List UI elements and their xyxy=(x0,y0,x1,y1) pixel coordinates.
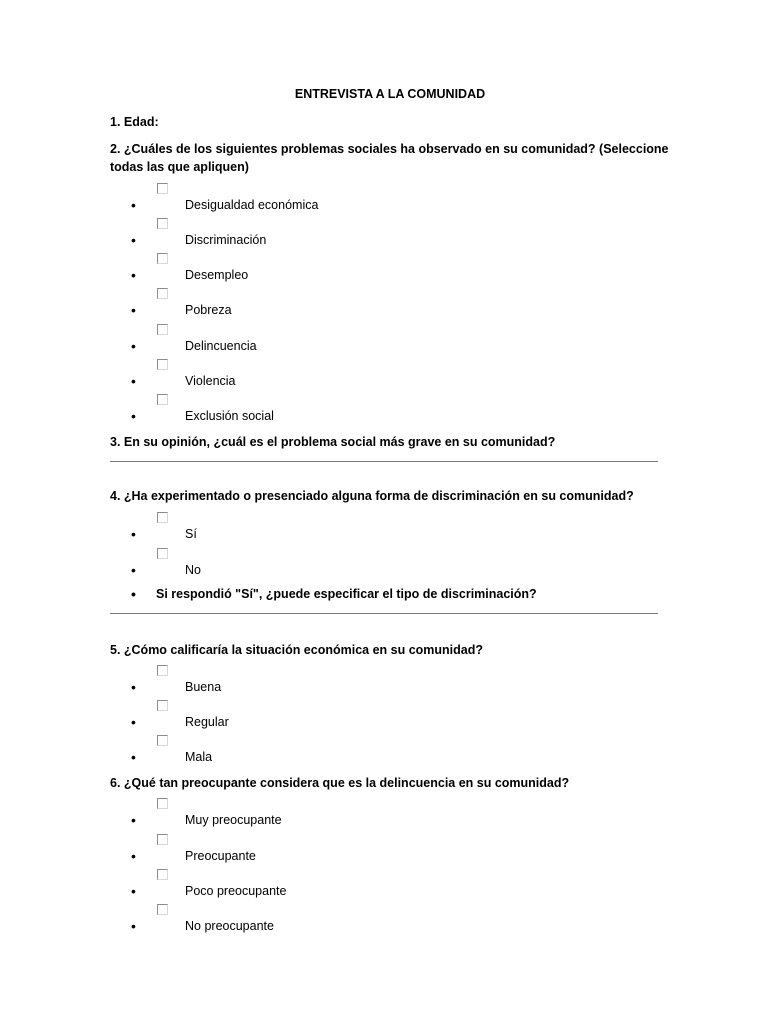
document-title: ENTREVISTA A LA COMUNIDAD xyxy=(294,87,486,101)
q5-option xyxy=(131,677,531,697)
q2-option xyxy=(131,195,531,215)
checkbox[interactable] xyxy=(157,548,168,559)
q5-option xyxy=(131,712,531,732)
option-label: Mala xyxy=(185,750,213,764)
checkbox[interactable] xyxy=(157,253,168,264)
q6-option xyxy=(131,881,531,901)
bullet: • xyxy=(131,197,136,213)
checkbox[interactable] xyxy=(157,735,168,746)
checkbox[interactable] xyxy=(157,359,168,370)
bullet: • xyxy=(131,812,136,828)
bullet: • xyxy=(131,714,136,730)
option-label: No xyxy=(185,563,201,577)
bullet: • xyxy=(131,267,136,283)
q2-option xyxy=(131,406,531,426)
q2-option xyxy=(131,371,531,391)
q2-option xyxy=(131,336,531,356)
q6-option xyxy=(131,810,531,830)
question-4: 4. ¿Ha experimentado o presenciado alguna forma de discriminación en su comunidad? xyxy=(110,489,634,503)
bullet: • xyxy=(131,373,136,389)
option-label: Preocupante xyxy=(185,849,256,863)
option-label: Desigualdad económica xyxy=(185,198,319,212)
bullet: • xyxy=(131,918,136,934)
checkbox[interactable] xyxy=(157,700,168,711)
question-5: 5. ¿Cómo calificaría la situación económica en su comunidad? xyxy=(110,643,484,657)
q5-option xyxy=(131,747,531,767)
checkbox[interactable] xyxy=(157,394,168,405)
checkbox[interactable] xyxy=(157,512,168,523)
checkbox[interactable] xyxy=(157,665,168,676)
question-3: 3. En su opinión, ¿cuál es el problema social más grave en su comunidad? xyxy=(110,435,556,449)
q2-option xyxy=(131,230,531,250)
option-label: Discriminación xyxy=(185,233,267,247)
checkbox[interactable] xyxy=(157,869,168,880)
option-label: Buena xyxy=(185,680,222,694)
bullet: • xyxy=(131,679,136,695)
bullet: • xyxy=(131,883,136,899)
checkbox[interactable] xyxy=(157,798,168,809)
bullet: • xyxy=(131,232,136,248)
bullet: • xyxy=(131,408,136,424)
q2-option xyxy=(131,300,531,320)
question-6: 6. ¿Qué tan preocupante considera que es la delincuencia en su comunidad? xyxy=(110,776,570,790)
question-1-age: 1. Edad: xyxy=(110,115,159,129)
bullet: • xyxy=(131,526,136,542)
question-2: 2. ¿Cuáles de los siguientes problemas sociales ha observado en su comunidad? (Seleccione todas las que apliquen) xyxy=(110,142,669,174)
option-label: Exclusión social xyxy=(185,409,274,423)
bullet: • xyxy=(131,302,136,318)
option-label: Poco preocupante xyxy=(185,884,287,898)
option-label: Desempleo xyxy=(185,268,249,282)
q2-option xyxy=(131,265,531,285)
q6-option xyxy=(131,846,531,866)
answer-line-q3[interactable] xyxy=(110,461,658,462)
answer-line-q4[interactable] xyxy=(110,613,658,614)
checkbox[interactable] xyxy=(157,324,168,335)
option-label: Regular xyxy=(185,715,229,729)
q4-option xyxy=(131,560,531,580)
bullet: • xyxy=(131,586,136,602)
bullet: • xyxy=(131,338,136,354)
bullet: • xyxy=(131,562,136,578)
q4-option xyxy=(131,524,531,544)
option-label: Delincuencia xyxy=(185,339,257,353)
option-label: Sí xyxy=(185,527,197,541)
checkbox[interactable] xyxy=(157,834,168,845)
option-label: Muy preocupante xyxy=(185,813,282,827)
checkbox[interactable] xyxy=(157,218,168,229)
bullet: • xyxy=(131,848,136,864)
option-label: Violencia xyxy=(185,374,236,388)
option-label: Pobreza xyxy=(185,303,232,317)
followup-text: Si respondió "Sí", ¿puede especificar el tipo de discriminación? xyxy=(156,587,537,601)
bullet: • xyxy=(131,749,136,765)
checkbox[interactable] xyxy=(157,904,168,915)
checkbox[interactable] xyxy=(157,288,168,299)
option-label: No preocupante xyxy=(185,919,274,933)
q6-option xyxy=(131,916,531,936)
checkbox[interactable] xyxy=(157,183,168,194)
